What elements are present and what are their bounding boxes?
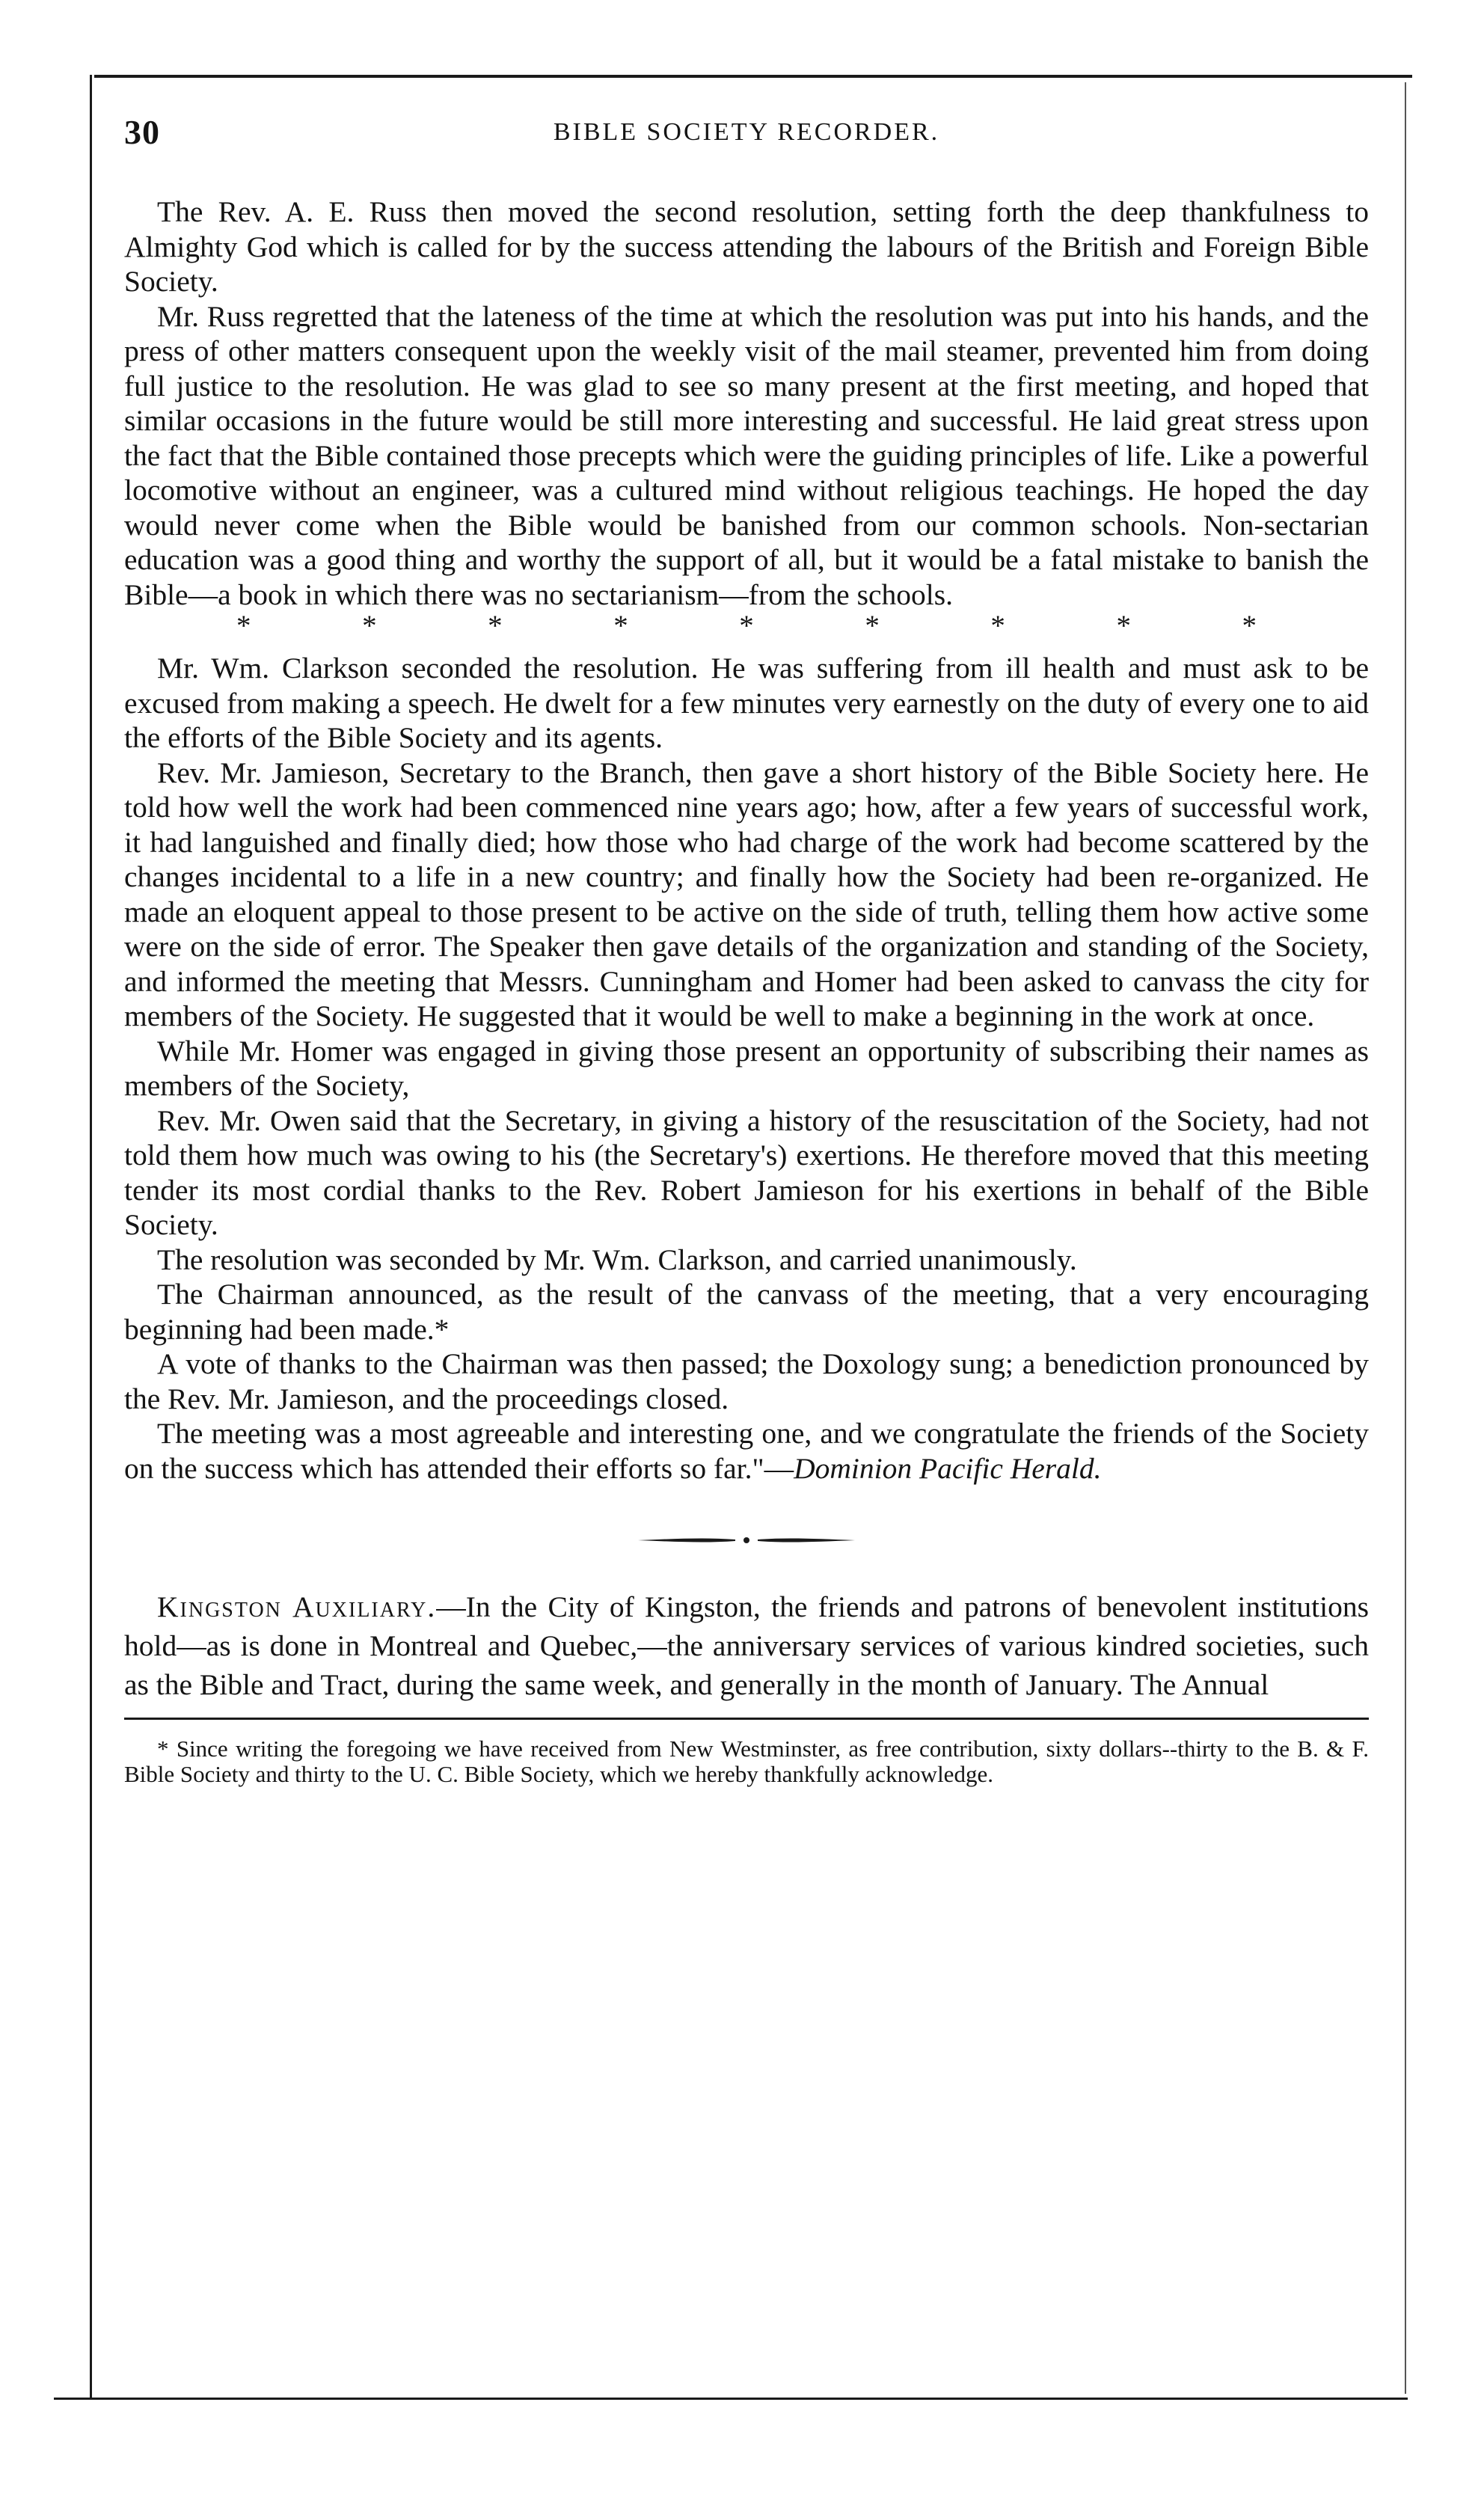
top-border-rule (94, 75, 1412, 78)
paragraph: The resolution was seconded by Mr. Wm. Clarkson, and carried unanimously. (157, 1243, 1077, 1276)
paragraph: Mr. Wm. Clarkson seconded the resolution. He was suffering from ill health and must ask to be excused from making a speech. He dwelt for a few minutes very earnestly on the duty of every one to aid the efforts of the Bible Society and its agents. (124, 652, 1369, 754)
kingston-heading: Kingston Auxiliary. (157, 1590, 437, 1623)
paragraph: Rev. Mr. Jamieson, Secretary to the Branch, then gave a short history of the Bible Society here. He told how well the work had been commenced nine years ago; how, after a few years of successful work, it had languished and finally died; how those who had charge of the work had become scattered by the changes incidental to a life in a new country; and finally how the Society had been re-organized. He made an eloquent appeal to those present to be active on the side of truth, telling them how active some were on the side of error. The Speaker then gave details of the organization and standing of the Society, and informed the meeting that Messrs. Cunningham and Homer had been asked to canvass the city for members of the Society. He suggested that it would be well to make a beginning in the work at once. (124, 756, 1369, 1032)
asterisk: * (1242, 610, 1257, 642)
paragraph: While Mr. Homer was engaged in giving those present an opportunity of subscribing their names as members of the Society, (124, 1034, 1369, 1102)
paragraph: Rev. Mr. Owen said that the Secretary, in giving a history of the resuscitation of the Society, had not told them how much was owing to his (the Secretary's) exertions. He therefore moved that this meeting tender its most cordial thanks to the Rev. Robert Jamieson for his exertions in behalf of the Bible Society. (124, 1103, 1369, 1241)
page-number: 30 (124, 113, 160, 151)
kingston-paragraph (124, 1587, 1369, 1704)
paragraph: Mr. Russ regretted that the lateness of the time at which the resolution was put into his hands, and the press of other matters consequent upon the weekly visit of the mail steamer, prevented him from doing full justice to the resolution. He was glad to see so many present at the first meeting, and hoped that similar occasions in the future would be still more interesting and successful. He laid great stress upon the fact that the Bible contained those precepts which were the guiding principles of life. Like a powerful locomotive without an engineer, was a cultured mind without religious teachings. He hoped the day would never come when the Bible would be banished from our common schools. Non-sectarian education was a good thing and worthy the support of all, but it would be a fatal mistake to banish the Bible—a book in which there was no sectarianism—from the schools. (124, 299, 1369, 611)
source-citation: Dominion Pacific Herald. (794, 1451, 1102, 1485)
kingston-section (124, 1587, 1369, 1704)
asterisk: * (1116, 610, 1131, 642)
asterisk: * (362, 610, 377, 642)
page-header (124, 112, 1369, 165)
asterisk: * (236, 610, 251, 642)
footnote-rule (124, 1718, 1369, 1720)
asterisk: * (739, 610, 754, 642)
page (124, 112, 1369, 1787)
right-border-rule (1405, 82, 1406, 2394)
paragraph: The Chairman announced, as the result of the canvass of the meeting, that a very encouraging beginning had been made.* (124, 1278, 1369, 1346)
asterisk: * (488, 610, 503, 642)
paragraph: A vote of thanks to the Chairman was then passed; the Doxology sung; a benediction pronounced by the Rev. Mr. Jamieson, and the proceedings closed. (124, 1347, 1369, 1415)
paragraph: The Rev. A. E. Russ then moved the second resolution, setting forth the deep thankfulness to Almighty God which is called for by the success attending the labours of the British and Foreign Bible Society. (124, 195, 1369, 298)
ornament-divider-icon (623, 1531, 870, 1549)
running-title: BIBLE SOCIETY RECORDER. (553, 118, 940, 146)
left-border-rule (90, 75, 92, 2400)
closing-paragraph (124, 1416, 1369, 1486)
closing-text: The meeting was a most agreeable and interesting one, and we congratulate the friends of the Society on the success which has attended their efforts so far."— (124, 1417, 1369, 1485)
asterisk-break (124, 612, 1369, 640)
asterisk: * (990, 610, 1005, 642)
footnote: * Since writing the foregoing we have received from New Westminster, as free contribution, sixty dollars--thirty to the B. & F. Bible Society and thirty to the U. C. Bible Society, which we hereby thankfully acknowledge. (124, 1735, 1369, 1787)
article-body (124, 194, 1369, 1486)
bottom-border-rule (54, 2398, 1408, 2400)
kingston-text: —In the City of Kingston, the friends and patrons of benevolent institutions hold—as is done in Montreal and Quebec,—the anniversary services of various kindred societies, such as the Bible and Tract, during the same week, and generally in the month of January. The Annual (124, 1590, 1370, 1701)
asterisk: * (865, 610, 880, 642)
asterisk: * (613, 610, 628, 642)
section-ornament (124, 1529, 1369, 1551)
